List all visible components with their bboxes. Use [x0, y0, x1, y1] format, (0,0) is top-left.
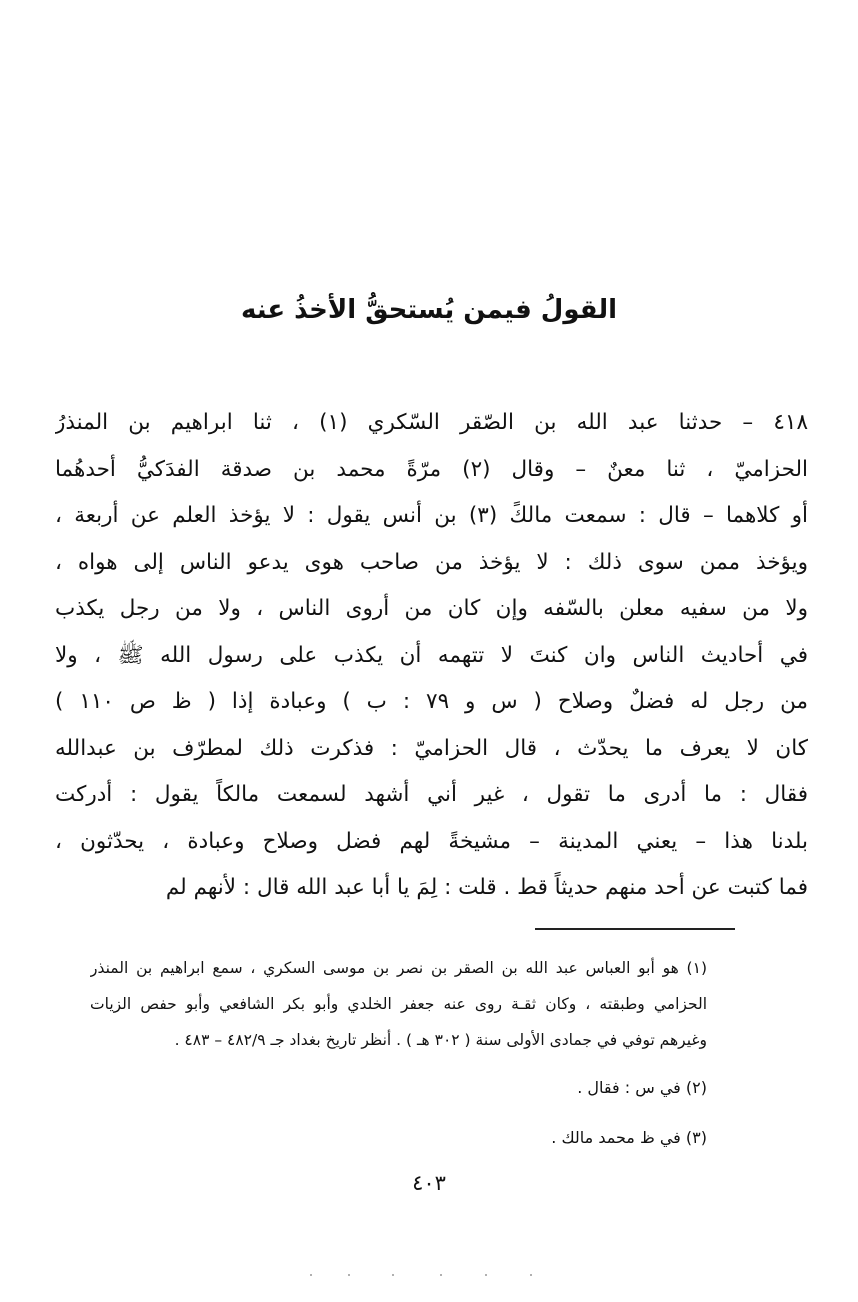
- text-line: أو كلاهما – قال : سمعت مالكً (٣) بن أنس يقول : لا يؤخذ العلم عن أربعة ،: [55, 503, 808, 528]
- speck: [530, 1274, 532, 1276]
- text-line: فما كتبت عن أحد منهم حديثاً قط . قلت : لِمَ يا أبا عبد الله قال : لأنهم لم: [165, 875, 808, 900]
- text-line: في أحاديث الناس وان كنتَ لا تتهمه أن يكذب على رسول الله ﷺ ، ولا: [55, 642, 808, 668]
- text-line: من رجل له فضلٌ وصلاح ( س و ٧٩ : ب ) وعبادة إذا ( ظ ص ١١٠ ): [55, 689, 808, 714]
- speck: [485, 1274, 487, 1276]
- speck: [348, 1274, 350, 1276]
- footnotes: [90, 950, 707, 1158]
- speck: [310, 1274, 312, 1276]
- footnote-1-line: (١) هو أبو العباس عبد الله بن الصقر بن نصر بن موسى السكري ، سمع ابراهيم بن المنذر: [90, 959, 707, 977]
- chapter-heading: القولُ فيمن يُستحقُّ الأخذُ عنه: [240, 295, 618, 325]
- text-line: بلدنا هذا – يعني المدينة – مشيخةً لهم فضل وصلاح وعبادة ، يحدّثون ،: [55, 828, 808, 854]
- speck: [440, 1274, 442, 1276]
- scan-specks: [300, 1272, 580, 1278]
- text-line: ٤١٨ – حدثنا عبد الله بن الصّقر السّكري (١) ، ثنا ابراهيم بن المنذرُ: [55, 410, 808, 435]
- speck: [392, 1274, 394, 1276]
- footnote-1-line: الحزامي وطبقته ، وكان ثقـة روى عنه جعفر الخلدي وأبو بكر الشافعي وأبو حفص الزيات: [90, 995, 707, 1013]
- footnote-3: (٣) في ظ محمد مالك .: [551, 1128, 707, 1147]
- footnote-1-line: وغيرهم توفي في جمادى الأولى سنة ( ٣٠٢ هـ ) . أنظر تاريخ بغداد جـ ٤٨٢/٩ – ٤٨٣ .: [174, 1031, 707, 1049]
- text-line: الحزاميّ ، ثنا معنٌ – وقال (٢) مرّةً محمد بن صدقة الفدَكيُّ أحدهُما: [55, 456, 808, 482]
- footnote-2: (٢) في س : فقال .: [577, 1078, 707, 1097]
- text-line: ولا من سفيه معلن بالسّفه وإن كان من أروى الناس ، ولا من رجل يكذب: [55, 596, 808, 621]
- text-line: ويؤخذ ممن سوى ذلك : لا يؤخذ من صاحب هوى يدعو الناس إلى هواه ،: [55, 549, 808, 575]
- main-text: [55, 400, 808, 912]
- page-number: ٤٠٣: [412, 1171, 446, 1195]
- text-line: فقال : ما أدرى ما تقول ، غير أني أشهد لسمعت مالكاً يقول : أدركت: [55, 782, 808, 807]
- footnote-separator: [535, 928, 735, 930]
- text-line: كان لا يعرف ما يحدّث ، قال الحزاميّ : فذكرت ذلك لمطرّف بن عبدالله: [55, 735, 808, 761]
